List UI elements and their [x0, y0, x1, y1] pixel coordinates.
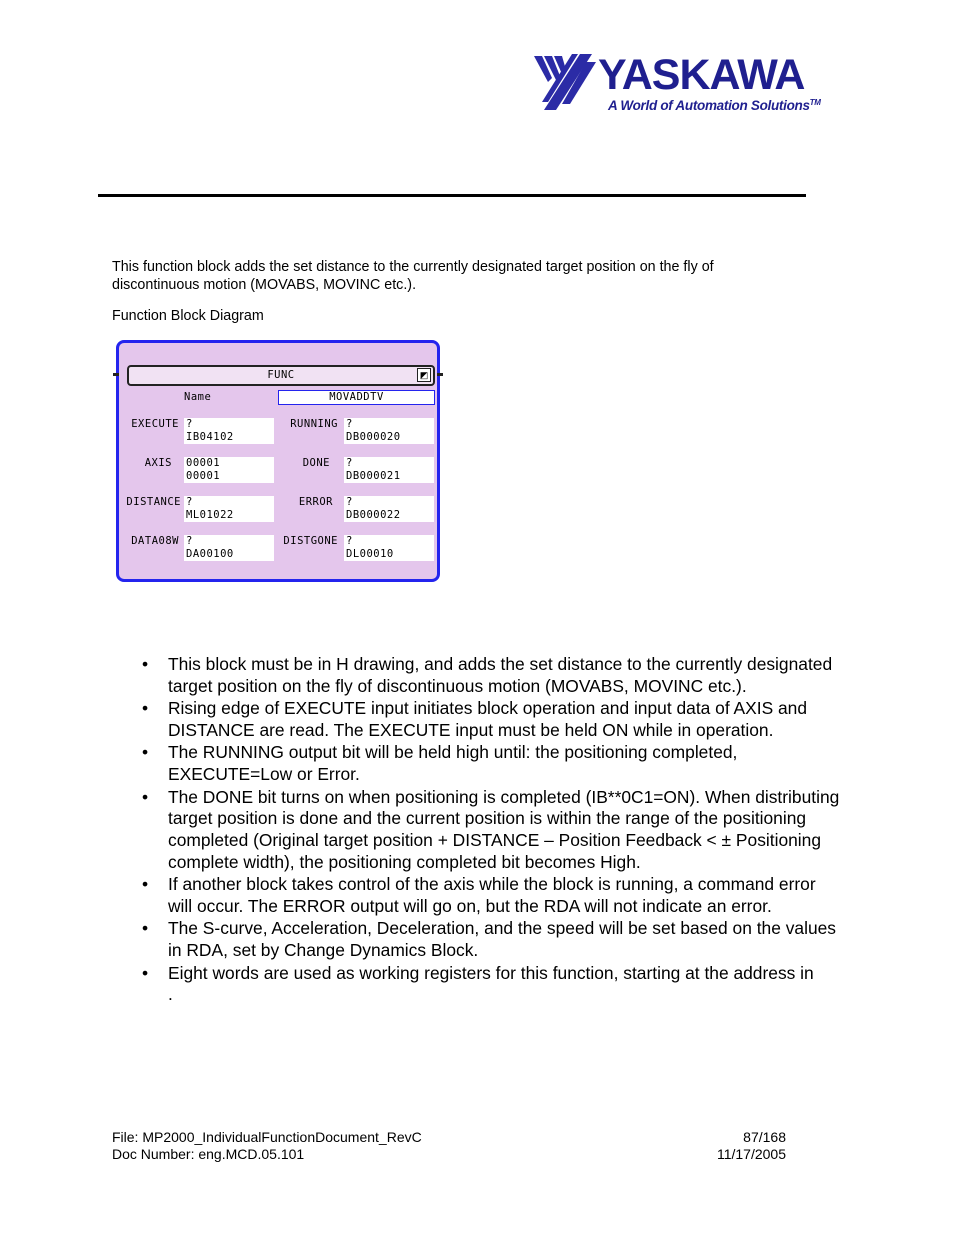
output-done-line2[interactable]: DB000021: [344, 470, 434, 483]
bullet-icon: •: [142, 698, 149, 719]
bullet-text: Eight words are used as working registers for this function, starting at the address in .: [168, 962, 882, 1005]
bullet-icon: •: [142, 962, 149, 983]
list-item: [140, 742, 840, 785]
bullet-icon: •: [142, 742, 149, 763]
bullet-icon: •: [142, 654, 149, 674]
input-label-axis: AXIS: [144, 457, 172, 469]
bullet-text: If another block takes control of the axis while the block is running, a command error will occur. The ERROR output will go on, but the RDA will not indicate an error.: [168, 874, 816, 916]
output-label-done: DONE: [302, 457, 330, 469]
right-connector-pin: [437, 373, 443, 376]
diagram-caption: Function Block Diagram: [112, 308, 264, 324]
input-axis-line2[interactable]: 00001: [184, 470, 274, 483]
footer-date: 11/17/2005: [716, 1146, 786, 1162]
yaskawa-logo: [530, 52, 830, 122]
left-connector-pin: [113, 373, 119, 376]
bullet-icon: •: [142, 918, 149, 939]
input-distance-line2[interactable]: ML01022: [184, 509, 274, 522]
name-field[interactable]: MOVADDTV: [278, 390, 435, 405]
page-footer: [112, 1129, 786, 1163]
input-label-data08w: DATA08W: [131, 535, 179, 547]
bullet-icon: •: [142, 874, 149, 895]
footer-page-number: 87/168: [743, 1129, 786, 1145]
bullet-text: The RUNNING output bit will be held high until: the positioning completed, EXECUTE=Low or Error.: [168, 742, 738, 785]
yaskawa-swoosh-icon: [530, 52, 598, 114]
function-block-diagram: [116, 340, 440, 582]
output-label-distgone: DISTGONE: [283, 535, 338, 547]
input-distance-line1[interactable]: ?: [184, 496, 274, 509]
input-label-distance: DISTANCE: [126, 496, 181, 508]
output-error-line1[interactable]: ?: [344, 496, 434, 509]
bullet-text: The DONE bit turns on when positioning is completed (IB**0C1=ON). When distributing target position is done and the current position is within the range of the positioning completed (Original target position + DISTANCE – Position Feedback < ± Positioning complete width), the positioning completed bit becomes High.: [168, 786, 840, 872]
function-block-title: FUNC: [267, 369, 295, 381]
output-running-line1[interactable]: ?: [344, 418, 434, 431]
list-item: [140, 698, 840, 741]
list-item: [140, 654, 840, 697]
input-execute-line2[interactable]: IB04102: [184, 431, 274, 444]
intro-paragraph: This function block adds the set distance to the currently designated target position on the fly of discontinuous motion (MOVABS, MOVINC etc.).: [112, 259, 714, 293]
list-item: [140, 918, 840, 961]
output-distgone-line2[interactable]: DL00010: [344, 548, 434, 561]
logo-tagline: A World of Automation Solutions™: [608, 98, 821, 113]
output-label-running: RUNNING: [290, 418, 338, 430]
input-data08w-line2[interactable]: DA00100: [184, 548, 274, 561]
output-running-line2[interactable]: DB000020: [344, 431, 434, 444]
input-axis-line1[interactable]: 00001: [184, 457, 274, 470]
output-done-line1[interactable]: ?: [344, 457, 434, 470]
bullet-icon: •: [142, 786, 149, 807]
footer-file: File: MP2000_IndividualFunctionDocument_RevC: [112, 1129, 422, 1145]
function-block-title-bar: [127, 365, 435, 386]
header-rule: [98, 194, 806, 197]
output-error-line2[interactable]: DB000022: [344, 509, 434, 522]
input-data08w-line1[interactable]: ?: [184, 535, 274, 548]
output-distgone-line1[interactable]: ?: [344, 535, 434, 548]
bullet-text: This block must be in H drawing, and adds the set distance to the currently designated target position on the fly of discontinuous motion (MOVABS, MOVINC etc.).: [168, 654, 833, 696]
output-label-error: ERROR: [298, 496, 333, 508]
bullet-text: The S-curve, Acceleration, Deceleration, and the speed will be set based on the values in RDA, set by Change Dynamics Block.: [168, 918, 837, 961]
input-execute-line1[interactable]: ?: [184, 418, 274, 431]
list-item: [140, 874, 840, 917]
list-item: [140, 962, 882, 1006]
logo-wordmark: YASKAWA: [598, 51, 805, 99]
name-label: Name: [184, 391, 212, 403]
input-label-execute: EXECUTE: [131, 418, 179, 430]
trademark-mark: TM: [809, 98, 821, 107]
bullet-text: Rising edge of EXECUTE input initiates block operation and input data of AXIS and DISTANCE are read. The EXECUTE input must be held ON while in operation.: [168, 698, 808, 740]
footer-doc-number: Doc Number: eng.MCD.05.101: [112, 1146, 305, 1162]
list-item: [140, 787, 840, 874]
description-bullet-list: [140, 654, 882, 1007]
expand-icon[interactable]: ◩: [417, 368, 431, 382]
